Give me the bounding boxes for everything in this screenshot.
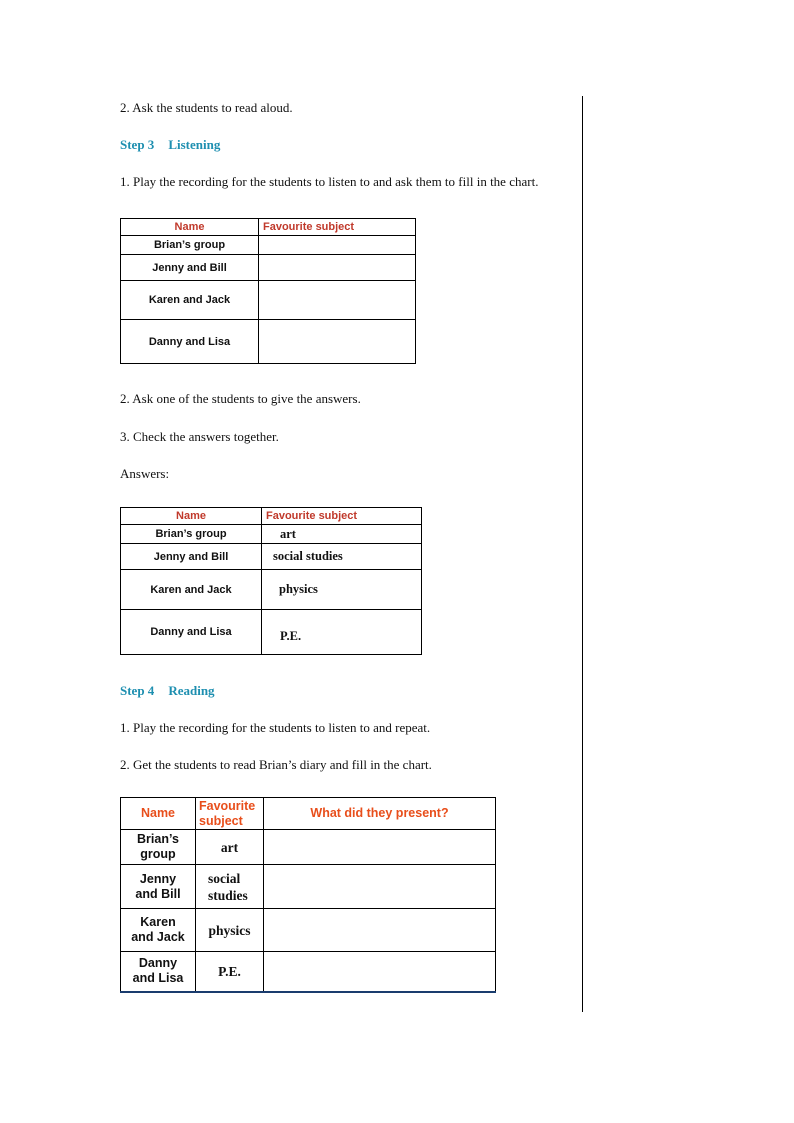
header-name: Name — [121, 798, 196, 830]
name-line: Jenny — [139, 871, 177, 886]
subject-line: physics — [208, 922, 251, 938]
table-cell-name: Jenny and Bill — [121, 544, 262, 570]
table-cell-name: Karen and Jack — [121, 570, 262, 610]
step-4-heading — [120, 683, 215, 699]
table-cell-subject: P.E. — [262, 610, 422, 655]
table-cell-name — [121, 865, 196, 909]
name-line: Brian’s — [137, 832, 179, 846]
table-cell-name: Jenny and Bill — [121, 255, 259, 281]
header-subject: Favourite subject — [259, 219, 416, 236]
subject-line: art — [220, 839, 239, 855]
header-name: Name — [121, 508, 262, 525]
table-cell-name: Brian’s group — [121, 525, 262, 544]
step-title: Listening — [168, 137, 221, 152]
table-cell-name — [121, 952, 196, 992]
name-line: group — [140, 847, 176, 861]
table-cell-empty — [259, 281, 416, 320]
table-cell-subject: physics — [262, 570, 422, 610]
table-cell-empty — [264, 865, 496, 909]
paragraph: 2. Ask the students to read aloud. — [120, 100, 293, 115]
table-cell-empty — [264, 830, 496, 865]
table-cell-empty — [259, 236, 416, 255]
step-title: Reading — [168, 683, 215, 698]
table-cell-subject — [196, 830, 264, 865]
name-line: and Lisa — [132, 971, 184, 986]
paragraph: 3. Check the answers together. — [120, 429, 279, 444]
header-name: Name — [121, 219, 259, 236]
paragraph: 1. Play the recording for the students to listen to and repeat. — [120, 720, 431, 735]
header-subject: Favourite subject — [262, 508, 422, 525]
step-label: Step 4 — [120, 683, 155, 698]
table-cell-empty — [264, 952, 496, 992]
name-line: Karen — [140, 915, 176, 929]
paragraph: 2. Get the students to read Brian’s diary and fill in the chart. — [120, 757, 432, 772]
table-cell-subject: art — [262, 525, 422, 544]
paragraph: 1. Play the recording for the students to listen to and ask them to fill in the chart. — [120, 174, 539, 189]
subject-line: P.E. — [218, 963, 241, 979]
reading-chart — [120, 797, 496, 993]
margin-rule — [582, 96, 583, 1012]
table-cell-name: Danny and Lisa — [121, 610, 262, 655]
table-cell-name: Brian’s group — [121, 236, 259, 255]
table-cell-empty — [259, 320, 416, 364]
header-subject-line: Favourite — [199, 798, 256, 813]
step-label: Step 3 — [120, 137, 155, 152]
subject-line: studies — [208, 887, 248, 903]
table-cell-name — [121, 909, 196, 952]
name-line: Danny — [138, 956, 178, 971]
step-3-heading — [120, 137, 220, 153]
name-line: and Jack — [131, 930, 185, 944]
paragraph: Answers: — [120, 466, 170, 481]
table-cell-subject — [196, 865, 264, 909]
listening-chart-blank — [120, 218, 416, 364]
header-present: What did they present? — [264, 798, 496, 830]
table-cell-name: Danny and Lisa — [121, 320, 259, 364]
table-cell-subject — [196, 909, 264, 952]
header-subject — [196, 798, 264, 830]
table-cell-name: Karen and Jack — [121, 281, 259, 320]
table-cell-subject — [196, 952, 264, 992]
paragraph: 2. Ask one of the students to give the answers. — [120, 391, 361, 406]
listening-chart-answers — [120, 507, 422, 655]
header-subject-line: subject — [199, 813, 243, 828]
table-cell-name — [121, 830, 196, 865]
table-cell-empty — [264, 909, 496, 952]
subject-line: social — [208, 870, 241, 886]
name-line: and Bill — [135, 886, 181, 901]
table-cell-empty — [259, 255, 416, 281]
table-cell-subject: social studies — [262, 544, 422, 570]
